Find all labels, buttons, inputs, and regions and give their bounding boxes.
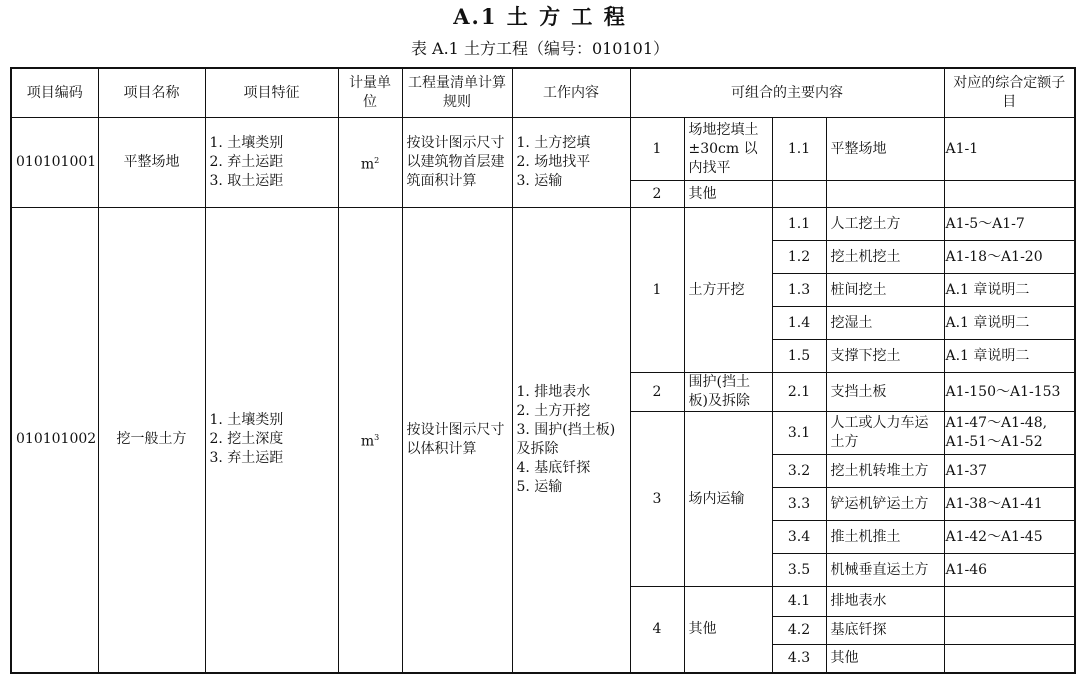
group-no: 1 — [630, 118, 684, 181]
unit-exponent: 2 — [374, 155, 380, 165]
header-calc-rule: 工程量清单计算规则 — [402, 68, 512, 118]
work-line: 1. 土方挖填 — [516, 135, 591, 151]
sub-item-name: 铲运机铲运土方 — [826, 488, 944, 521]
header-item-code: 项目编码 — [11, 68, 98, 118]
unit-base: m — [360, 156, 375, 173]
group-name: 场内运输 — [684, 412, 772, 587]
work-line: 3. 运输 — [516, 173, 563, 189]
list-line: 3. 取土运距 — [209, 173, 284, 189]
sub-item-no: 2.1 — [772, 373, 826, 412]
work-content — [512, 118, 630, 208]
work-line: 4. 基底钎探 — [516, 459, 591, 476]
sub-item-name: 挖土机转堆土方 — [826, 455, 944, 488]
sub-item-name: 排地表水 — [826, 587, 944, 617]
sub-item-name: 平整场地 — [826, 118, 944, 181]
quota-ref: A1-46 — [944, 554, 1075, 587]
quota-ref: A1-38～A1-41 — [944, 488, 1075, 521]
header-item-name: 项目名称 — [98, 68, 205, 118]
sub-item-no: 3.1 — [772, 412, 826, 455]
header-quota: 对应的综合定额子目 — [944, 68, 1075, 118]
list-line: 3. 弃土运距 — [209, 450, 284, 467]
quota-ref — [944, 587, 1075, 617]
quota-ref: A1-47～A1-48, A1-51～A1-52 — [944, 412, 1075, 455]
earthwork-spec-table — [10, 67, 1076, 674]
sub-item-no: 4.1 — [772, 587, 826, 617]
header-row — [11, 68, 1075, 118]
list-line: 1. 土壤类别 — [209, 412, 284, 429]
item-code: 010101001 — [11, 118, 98, 208]
list-line: 2. 挖土深度 — [209, 431, 284, 448]
quota-ref: A1-18～A1-20 — [944, 241, 1075, 274]
item-name: 平整场地 — [98, 118, 205, 208]
sub-item-no: 1.2 — [772, 241, 826, 274]
list-line: 2. 弃土运距 — [209, 154, 284, 170]
sub-item-no: 1.1 — [772, 118, 826, 181]
unit-base: m — [360, 433, 375, 450]
sub-item-no: 3.3 — [772, 488, 826, 521]
group-no: 2 — [630, 373, 684, 412]
sub-item-name: 基底钎探 — [826, 617, 944, 645]
sub-item-no: 1.4 — [772, 307, 826, 340]
unit — [338, 118, 402, 208]
group-no: 2 — [630, 181, 684, 208]
unit — [338, 208, 402, 673]
header-unit: 计量单位 — [338, 68, 402, 118]
group-no: 4 — [630, 587, 684, 673]
sub-item-name: 挖土机挖土 — [826, 241, 944, 274]
header-combinable: 可组合的主要内容 — [630, 68, 944, 118]
sub-item-no: 1.3 — [772, 274, 826, 307]
sub-item-name: 推土机推土 — [826, 521, 944, 554]
group-no: 3 — [630, 412, 684, 587]
header-item-features: 项目特征 — [205, 68, 338, 118]
table-caption: 表 A.1 土方工程（编号：010101） — [410, 39, 670, 58]
quota-ref: A1-42～A1-45 — [944, 521, 1075, 554]
sub-item-no: 1.5 — [772, 340, 826, 373]
quota-ref — [944, 181, 1075, 208]
quota-ref: A1-150～A1-153 — [944, 373, 1075, 412]
group-name: 围护(挡土板)及拆除 — [684, 373, 772, 412]
group-name: 场地挖填土±30cm 以内找平 — [684, 118, 772, 181]
calc-rule: 按设计图示尺寸以体积计算 — [402, 208, 512, 673]
group-no: 1 — [630, 208, 684, 373]
header-work-content: 工作内容 — [512, 68, 630, 118]
quota-ref: A.1 章说明二 — [944, 307, 1075, 340]
sub-item-no: 4.2 — [772, 617, 826, 645]
sub-item-no: 4.3 — [772, 645, 826, 673]
page-title: A.1 土 方 工 程 — [453, 4, 627, 29]
quota-ref: A.1 章说明二 — [944, 340, 1075, 373]
work-line: 2. 土方开挖 — [516, 402, 591, 419]
sub-item-name: 机械垂直运土方 — [826, 554, 944, 587]
work-line: 1. 排地表水 — [516, 383, 591, 400]
item-features — [205, 208, 338, 673]
sub-item-no — [772, 181, 826, 208]
quota-ref: A1-37 — [944, 455, 1075, 488]
sub-item-no: 3.2 — [772, 455, 826, 488]
work-line: 3. 围护(挡土板)及拆除 — [516, 421, 616, 457]
sub-item-name: 人工挖土方 — [826, 208, 944, 241]
item-code: 010101002 — [11, 208, 98, 673]
quota-ref: A1-5～A1-7 — [944, 208, 1075, 241]
group-name: 其他 — [684, 181, 772, 208]
unit-exponent: 3 — [374, 432, 380, 442]
sub-item-no: 3.4 — [772, 521, 826, 554]
quota-ref: A.1 章说明二 — [944, 274, 1075, 307]
sub-item-no: 1.1 — [772, 208, 826, 241]
group-name: 其他 — [684, 587, 772, 673]
work-line: 5. 运输 — [516, 478, 563, 495]
item-features — [205, 118, 338, 208]
sub-item-name: 支撑下挖土 — [826, 340, 944, 373]
sub-item-name — [826, 181, 944, 208]
list-line: 1. 土壤类别 — [209, 135, 284, 151]
item-name: 挖一般土方 — [98, 208, 205, 673]
sub-item-name: 其他 — [826, 645, 944, 673]
quota-ref — [944, 617, 1075, 645]
sub-item-name: 挖湿土 — [826, 307, 944, 340]
table-row — [11, 118, 1075, 181]
work-content — [512, 208, 630, 673]
sub-item-name: 支挡土板 — [826, 373, 944, 412]
sub-item-no: 3.5 — [772, 554, 826, 587]
group-name: 土方开挖 — [684, 208, 772, 373]
quota-ref: A1-1 — [944, 118, 1075, 181]
work-line: 2. 场地找平 — [516, 154, 591, 170]
calc-rule: 按设计图示尺寸以建筑物首层建筑面积计算 — [402, 118, 512, 208]
sub-item-name: 桩间挖土 — [826, 274, 944, 307]
table-body — [11, 118, 1075, 673]
quota-ref — [944, 645, 1075, 673]
sub-item-name: 人工或人力车运土方 — [826, 412, 944, 455]
table-row — [11, 208, 1075, 241]
